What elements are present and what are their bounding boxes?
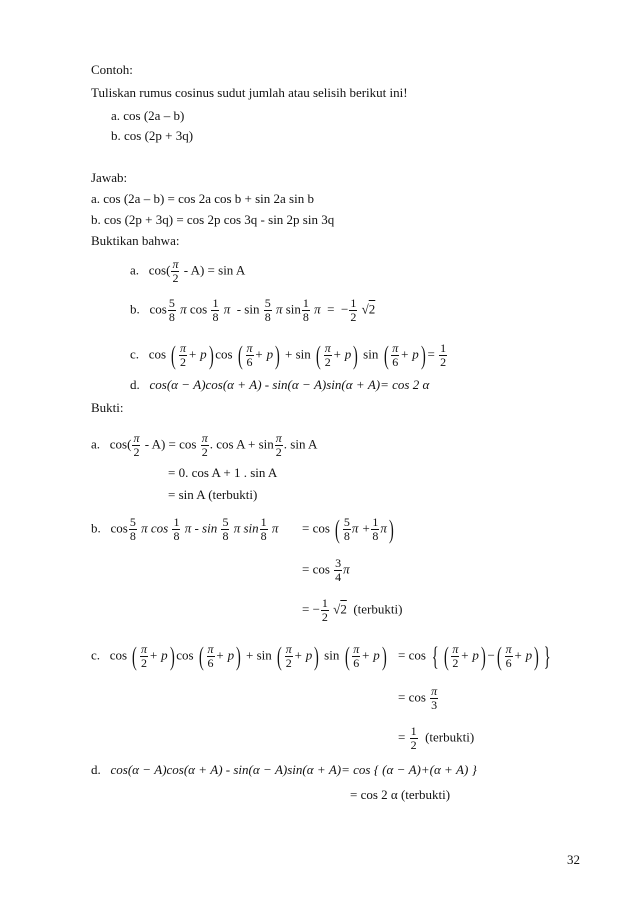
proof-b-step3: = − $\frac{1}{2}$ √2 (terbukti) [302,596,403,624]
proof-a-line2: = 0. cos A + 1 . sin A [168,465,278,480]
proof-heading: Bukti: [91,400,124,415]
page-number: 32 [567,852,580,867]
proof-c-step1: = cos { ( $\frac{\pi}{2}$ + p) −( $\frac{\pi}{6}$ + p) } [398,641,551,671]
prove-item-d: d. cos(α − A)cos(α + A) - sin(α − A)sin(α + A)= cos 2 α [130,377,430,392]
proof-c-step2: = cos $\frac{\pi}{3}$ [398,684,438,712]
proof-b-step2: = cos $\frac{3}{4}$ π [302,556,350,584]
example-item-a: a. cos (2a – b) [111,108,185,123]
answer-line-a: a. cos (2a – b) = cos 2a cos b + sin 2a sin b [91,191,314,206]
prove-item-c: c. cos ( $\frac{\pi}{2}$ + p) cos ( $\frac{\pi}{6}$ + p) + sin ( $\frac{\pi}{2}$ + p) sin ( $\frac{\pi}{6}$ + p) = $\frac{1}{2}$ [130,340,447,370]
example-instruction: Tuliskan rumus cosinus sudut jumlah atau selisih berikut ini! [91,85,408,100]
example-item-b: b. cos (2p + 3q) [111,128,194,143]
proof-a-line3: = sin A (terbukti) [168,487,258,502]
answer-line-b: b. cos (2p + 3q) = cos 2p cos 3q - sin 2p sin 3q [91,212,335,227]
prove-item-a: a. cos( $\frac{\pi}{2}$ - A) = sin A [130,257,246,285]
proof-d-line1: d. cos(α − A)cos(α + A) - sin(α − A)sin(α + A)= cos { (α − A)+(α + A) } [91,762,477,777]
answer-heading: Jawab: [91,170,128,185]
proof-c-line1: c. cos ( $\frac{\pi}{2}$ + p) cos ( $\frac{\pi}{6}$ + p) + sin ( $\frac{\pi}{2}$ + p) sin ( $\frac{\pi}{6}$ + p) [91,641,387,671]
prove-item-b: b. cos $\frac{5}{8}$ π cos $\frac{1}{8}$ π - sin $\frac{5}{8}$ π sin $\frac{1}{8}$ π = − $\frac{1}{2}$ √2 [130,296,376,324]
example-heading: Contoh: [91,62,133,77]
prove-heading: Buktikan bahwa: [91,233,180,248]
proof-c-step3: = $\frac{1}{2}$ (terbukti) [398,724,475,752]
proof-b-line1: b. cos $\frac{5}{8}$ π cos $\frac{1}{8}$ π - sin $\frac{5}{8}$ π sin $\frac{1}{8}$ π [91,515,279,543]
proof-b-step1: = cos ( $\frac{5}{8}$ π + $\frac{1}{8}$ π) [302,514,394,544]
proof-d-line2: = cos 2 α (terbukti) [350,787,451,802]
proof-a-line1: a. cos( $\frac{\pi}{2}$ - A) = cos $\frac{\pi}{2}$ . cos A + sin $\frac{\pi}{2}$ . sin A [91,431,318,459]
